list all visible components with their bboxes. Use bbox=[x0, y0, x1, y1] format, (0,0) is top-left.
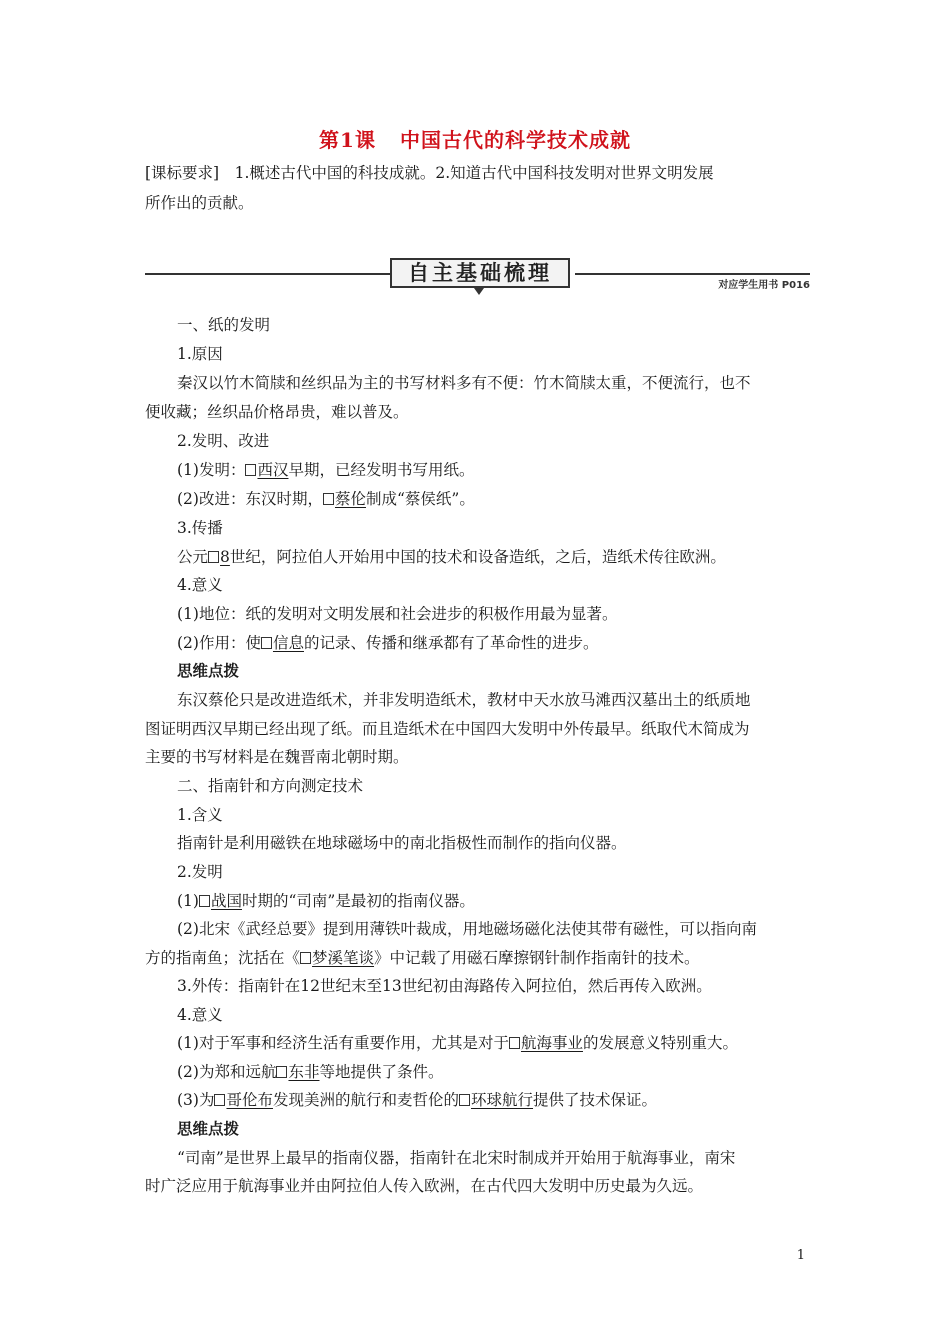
subheading-invention: 2.发明 bbox=[177, 863, 223, 881]
fill-answer: 蔡伦 bbox=[334, 490, 366, 508]
subheading-significance: 4.意义 bbox=[177, 576, 223, 594]
spread-line bbox=[177, 545, 810, 567]
section-banner bbox=[145, 258, 810, 294]
tip-line: 主要的书写材料是在魏晋南北朝时期。 bbox=[145, 748, 409, 766]
tip-line: “司南”是世界上最早的指南仪器，指南针在北宋时制成并开始用于航海事业，南宋 bbox=[177, 1149, 736, 1167]
text-segment: (1)对于军事和经济生活有重要作用，尤其是对于 bbox=[177, 1034, 509, 1052]
banner-page-reference: 对应学生用书 P016 bbox=[718, 280, 810, 291]
checkbox-icon bbox=[509, 1037, 520, 1049]
checkbox-icon bbox=[300, 952, 311, 964]
significance-line bbox=[177, 1060, 810, 1082]
text-segment: 公元 bbox=[177, 548, 209, 566]
text-segment: 发现美洲的航行和麦哲伦的 bbox=[272, 1091, 459, 1109]
tip-title: 思维点拨 bbox=[177, 661, 240, 680]
paragraph-line: 秦汉以竹木简牍和丝织品为主的书写材料多有不便：竹木简牍太重，不便流行，也不 bbox=[177, 374, 751, 392]
curriculum-requirement-line2: 所作出的贡献。 bbox=[145, 194, 254, 212]
significance-line bbox=[177, 1088, 810, 1110]
section-heading-paper: 一、纸的发明 bbox=[177, 316, 271, 334]
fill-answer: 环球航行 bbox=[471, 1091, 534, 1109]
subheading-definition: 1.含义 bbox=[177, 806, 223, 824]
fill-answer: 信息 bbox=[272, 634, 304, 652]
paragraph-line: 便收藏；丝织品价格昂贵，难以普及。 bbox=[145, 403, 409, 421]
improvement-line bbox=[177, 487, 810, 509]
invention-line bbox=[177, 458, 810, 480]
section-heading-compass: 二、指南针和方向测定技术 bbox=[177, 777, 364, 795]
checkbox-icon bbox=[459, 1094, 470, 1106]
text-segment: 方的指南鱼；沈括在《 bbox=[145, 949, 301, 967]
lesson-number: 第1课 bbox=[319, 128, 376, 152]
fill-answer: 西汉 bbox=[257, 461, 289, 479]
checkbox-icon bbox=[261, 637, 272, 649]
significance-line bbox=[177, 631, 810, 653]
checkbox-icon bbox=[276, 1066, 287, 1078]
invention-line bbox=[145, 946, 810, 968]
text-segment: 的记录、传播和继承都有了革命性的进步。 bbox=[303, 634, 599, 652]
lesson-name: 中国古代的科学技术成就 bbox=[399, 128, 631, 152]
subheading-significance: 4.意义 bbox=[177, 1006, 223, 1024]
text-segment: 制成“蔡侯纸”。 bbox=[365, 490, 475, 508]
text-segment: (2)改进：东汉时期， bbox=[177, 490, 323, 508]
invention-line: (2)北宋《武经总要》提到用薄铁叶裁成，用地磁场磁化法使其带有磁性，可以指向南 bbox=[177, 920, 757, 938]
tip-line: 东汉蔡伦只是改进造纸术，并非发明造纸术，教材中天水放马滩西汉墓出土的纸质地 bbox=[177, 691, 751, 709]
checkbox-icon bbox=[208, 551, 219, 563]
text-segment: 提供了技术保证。 bbox=[533, 1091, 658, 1109]
subheading-invention: 2.发明、改进 bbox=[177, 432, 270, 450]
fill-answer: 哥伦布 bbox=[226, 1091, 273, 1109]
spread-line: 3.外传：指南针在12世纪末至13世纪初由海路传入阿拉伯，然后再传入欧洲。 bbox=[177, 977, 712, 995]
tip-line: 图证明西汉早期已经出现了纸。而且造纸术在中国四大发明中外传最早。纸取代木简成为 bbox=[145, 720, 750, 738]
checkbox-icon bbox=[323, 493, 334, 505]
significance-line bbox=[177, 1031, 810, 1053]
checkbox-icon bbox=[199, 895, 210, 907]
curriculum-requirement-line1: [课标要求] 1.概述古代中国的科技成就。2.知道古代中国科技发明对世界文明发展 bbox=[145, 164, 714, 182]
text-segment: 等地提供了条件。 bbox=[319, 1063, 444, 1081]
tip-line: 时广泛应用于航海事业并由阿拉伯人传入欧洲，在古代四大发明中历史最为久远。 bbox=[145, 1177, 704, 1195]
text-segment: (1)发明： bbox=[177, 461, 246, 479]
banner-pointer-icon bbox=[474, 288, 484, 295]
significance-line: (1)地位：纸的发明对文明发展和社会进步的积极作用最为显著。 bbox=[177, 605, 618, 623]
tip-title: 思维点拨 bbox=[177, 1119, 240, 1138]
definition-line: 指南针是利用磁铁在地球磁场中的南北指极性而制作的指向仪器。 bbox=[177, 834, 627, 852]
text-segment: 时期的“司南”是最初的指南仪器。 bbox=[241, 892, 475, 910]
banner-rule-right bbox=[575, 273, 810, 275]
page-number: 1 bbox=[796, 1248, 805, 1263]
fill-answer: 梦溪笔谈 bbox=[312, 949, 375, 967]
text-segment: (2)为郑和远航 bbox=[177, 1063, 277, 1081]
checkbox-icon bbox=[245, 464, 256, 476]
text-segment: 世纪，阿拉伯人开始用中国的技术和设备造纸，之后，造纸术传往欧洲。 bbox=[229, 548, 726, 566]
text-segment: 的发展意义特别重大。 bbox=[582, 1034, 738, 1052]
fill-answer: 8 bbox=[220, 548, 230, 566]
banner-label: 自主基础梳理 bbox=[390, 258, 570, 288]
text-segment: 》中记载了用磁石摩擦钢针制作指南针的技术。 bbox=[374, 949, 700, 967]
text-segment: (3)为 bbox=[177, 1091, 215, 1109]
text-segment: (1) bbox=[177, 892, 199, 910]
banner-rule-left bbox=[145, 273, 390, 275]
text-segment: 早期，已经发明书写用纸。 bbox=[288, 461, 475, 479]
fill-answer: 战国 bbox=[210, 892, 242, 910]
fill-answer: 东非 bbox=[288, 1063, 320, 1081]
subheading-spread: 3.传播 bbox=[177, 519, 223, 537]
invention-line bbox=[177, 889, 810, 911]
subheading-reason: 1.原因 bbox=[177, 345, 223, 363]
fill-answer: 航海事业 bbox=[520, 1034, 583, 1052]
text-segment: (2)作用：使 bbox=[177, 634, 261, 652]
lesson-title bbox=[0, 124, 950, 153]
checkbox-icon bbox=[214, 1094, 225, 1106]
